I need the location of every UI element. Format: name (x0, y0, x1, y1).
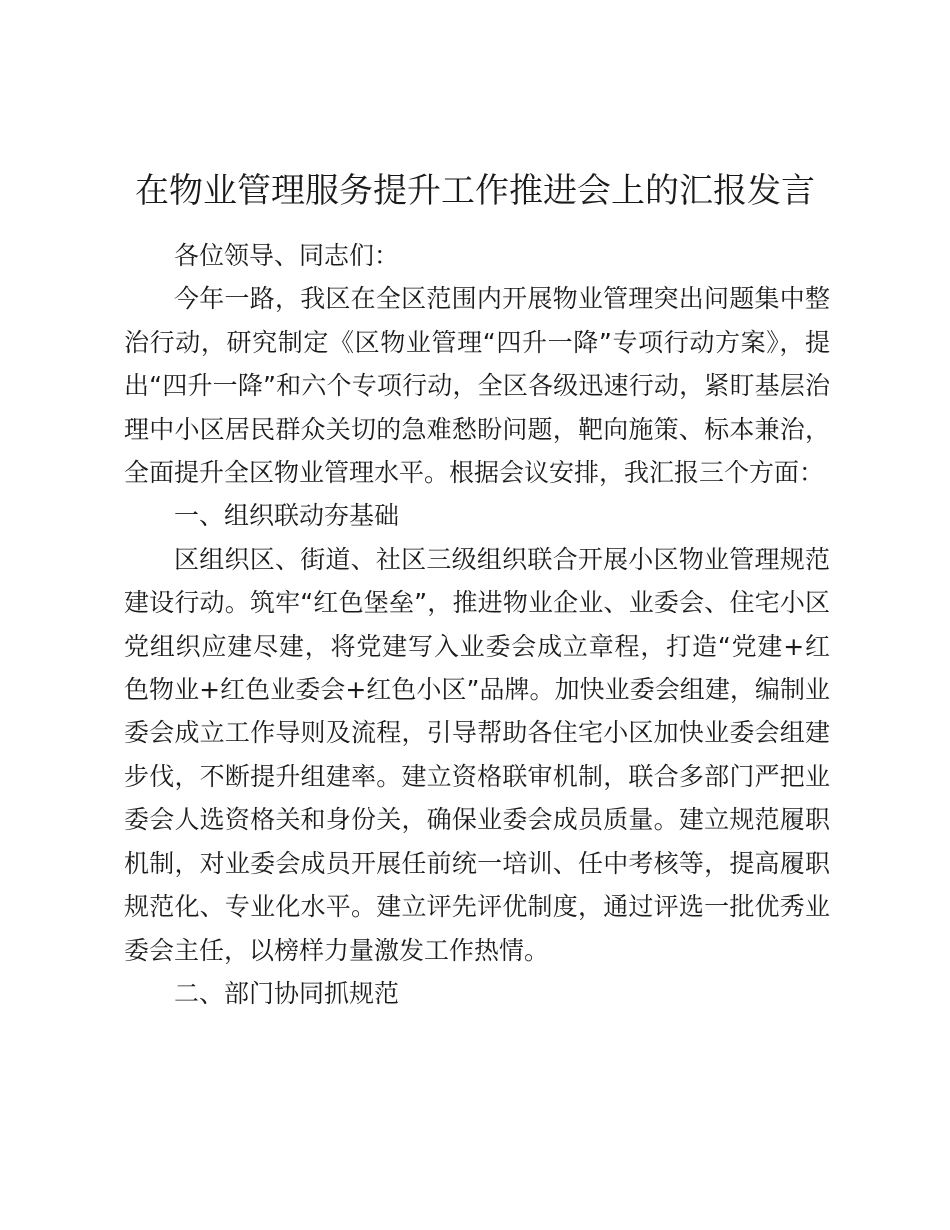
salutation: 各位领导、同志们： (174, 241, 400, 270)
section-paragraph-1: 区组织区、街道、社区三级组织联合开展小区物业管理规范建设行动。筑牢“红色堡垒”，推进物业企业、业委会、住宅小区党组织应建尽建，将党建写入业委会成立章程，打造“党建+红色物业+红色业委会+红色小区”品牌。加快业委会组建，编制业委会成立工作导则及流程，引导帮助各住宅小区加快业委会组建步伐，不断提升组建率。建立资格联审机制，联合多部门严把业委会人选资格关和身份关，确保业委会成员质量。建立规范履职机制，对业委会成员开展任前统一培训、任中考核等，提高履职规范化、专业化水平。建立评先评优制度，通过评选一批优秀业委会主任，以榜样力量激发工作热情。 (124, 544, 830, 965)
section-heading-2: 二、部门协同抓规范 (174, 978, 400, 1008)
section-heading-1: 一、组织联动夯基础 (174, 501, 400, 531)
document-body (124, 234, 830, 1015)
document-title: 在物业管理服务提升工作推进会上的汇报发言 (135, 171, 815, 211)
intro-paragraph: 今年一路，我区在全区范围内开展物业管理突出问题集中整治行动，研究制定《区物业管理“四升一降”专项行动方案》，提出“四升一降”和六个专项行动，全区各级迅速行动，紧盯基层治理中小区居民群众关切的急难愁盼问题，靶向施策、标本兼治，全面提升全区物业管理水平。根据会议安排，我汇报三个方面： (124, 284, 830, 488)
